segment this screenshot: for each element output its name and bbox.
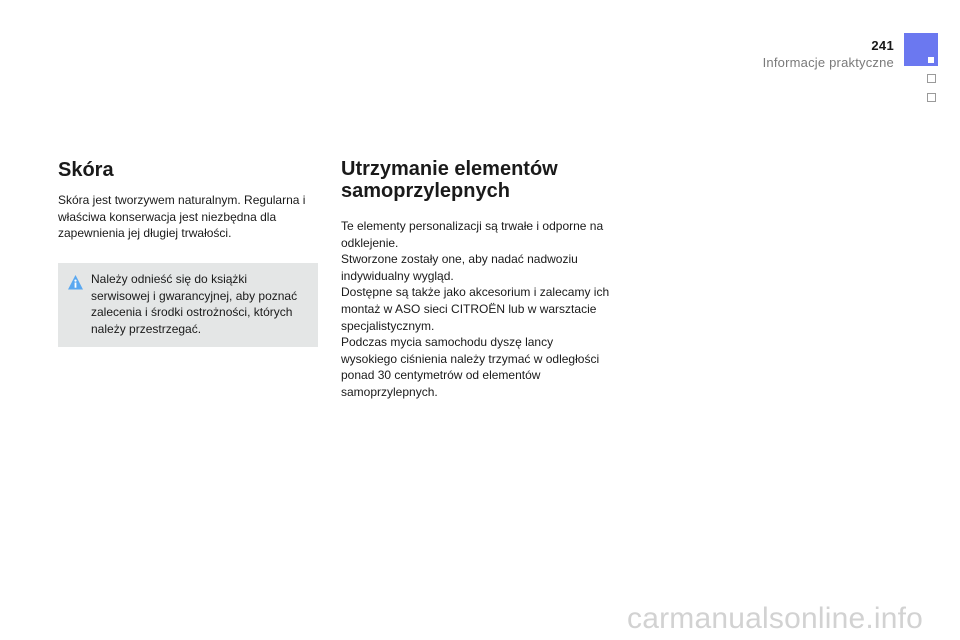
leather-paragraph: Skóra jest tworzywem naturalnym. Regularna i właściwa konserwacja jest niezbędna dla zapewnienia jej długiej trwałości. bbox=[58, 193, 306, 241]
adhesive-paragraph: Te elementy personalizacji są trwałe i odporne na odklejenie. bbox=[341, 219, 604, 250]
adhesive-section bbox=[341, 158, 611, 401]
section-tab-active[interactable] bbox=[904, 33, 938, 66]
info-box bbox=[58, 263, 318, 347]
adhesive-heading-line2: samoprzylepnych bbox=[341, 180, 510, 202]
adhesive-paragraph: Dostępne są także jako akcesorium i zalecamy ich montaż w ASO sieci CITROËN lub w warsztacie specjalistycznym. bbox=[341, 285, 610, 333]
section-tab-2[interactable] bbox=[927, 74, 936, 83]
info-box-text: Należy odnieść się do książki serwisowej i gwarancyjnej, aby poznać zalecenia i środki ostrożności, których należy przestrzegać. bbox=[91, 272, 298, 336]
adhesive-heading-line1: Utrzymanie elementów bbox=[341, 158, 558, 180]
adhesive-heading bbox=[341, 158, 611, 202]
info-icon bbox=[67, 274, 84, 291]
adhesive-paragraph: Stworzone zostały one, aby nadać nadwoziu indywidualny wygląd. bbox=[341, 252, 578, 283]
adhesive-body bbox=[341, 218, 611, 401]
adhesive-paragraph: Podczas mycia samochodu dyszę lancy wysokiego ciśnienia należy trzymać w odległości ponad 30 centymetrów od elementów samoprzylepnych. bbox=[341, 335, 600, 399]
tab-marker-icon bbox=[928, 57, 934, 63]
page-number: 241 bbox=[871, 38, 894, 53]
leather-section bbox=[58, 159, 320, 242]
section-title: Informacje praktyczne bbox=[762, 55, 894, 70]
watermark: carmanualsonline.info bbox=[627, 602, 924, 635]
leather-heading: Skóra bbox=[58, 159, 114, 181]
section-tab-3[interactable] bbox=[927, 93, 936, 102]
